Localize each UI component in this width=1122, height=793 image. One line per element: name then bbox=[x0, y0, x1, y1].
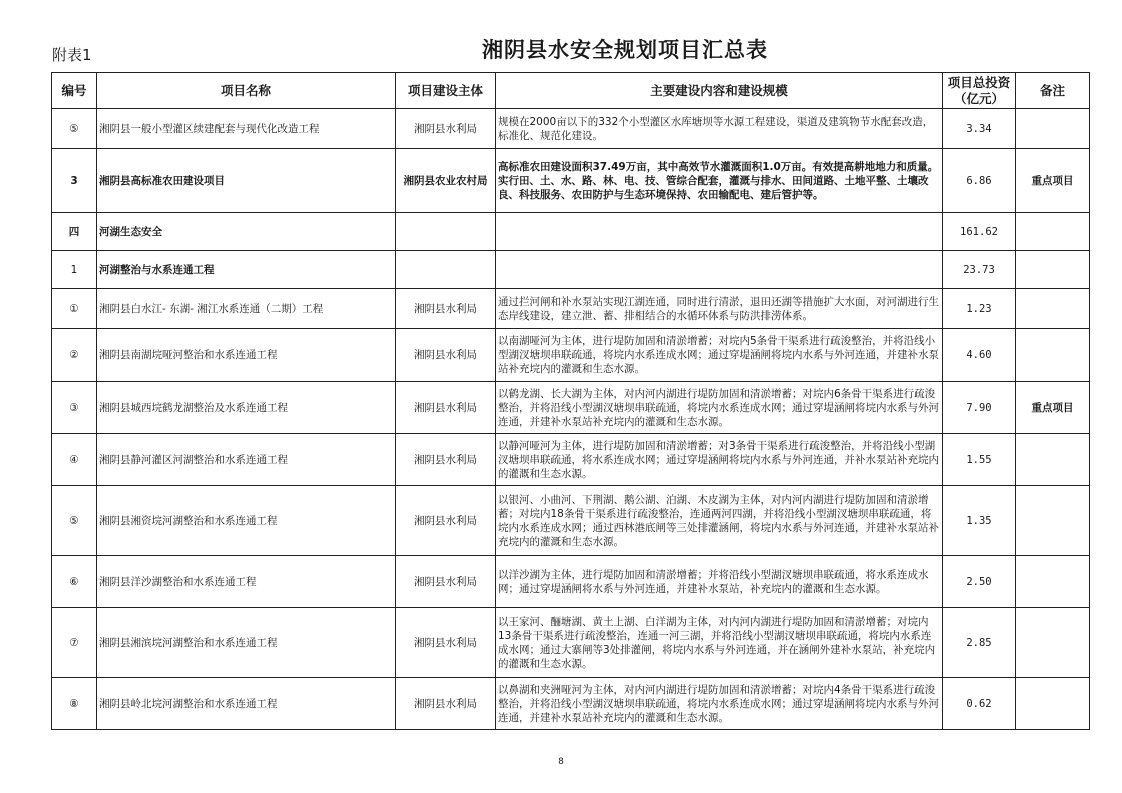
table-row bbox=[52, 289, 1090, 329]
table-row bbox=[52, 486, 1090, 556]
cell-content: 以银河、小曲河、下荆湖、鹅公湖、泊湖、木皮湖为主体，对内河内湖进行堤防加固和清淤增蓄；对垸内18条骨干渠系进行疏浚整治，连通两河四湖，并将沿线小型湖汊塘坝串联疏通，将垸内水系连成水网；通过西林港底闸等三处排灌涵闸，将垸内水系与外河连通，并建补水泵站补充垸内的灌溉和生态水源。 bbox=[496, 486, 943, 556]
cell-note bbox=[1016, 678, 1090, 730]
cell-investment: 1.35 bbox=[943, 486, 1016, 556]
cell-no: ⑥ bbox=[52, 556, 97, 608]
table-row bbox=[52, 434, 1090, 486]
cell-note bbox=[1016, 608, 1090, 678]
cell-no: ⑤ bbox=[52, 486, 97, 556]
col-header-org: 项目建设主体 bbox=[396, 73, 496, 109]
cell-note bbox=[1016, 251, 1090, 289]
col-header-name: 项目名称 bbox=[97, 73, 396, 109]
cell-org: 湘阴县水利局 bbox=[396, 289, 496, 329]
cell-name: 湘阴县洋沙湖整治和水系连通工程 bbox=[97, 556, 396, 608]
cell-name: 湘阴县一般小型灌区续建配套与现代化改造工程 bbox=[97, 109, 396, 149]
cell-name: 湘阴县高标准农田建设项目 bbox=[97, 149, 396, 213]
cell-content bbox=[496, 213, 943, 251]
cell-no: ⑤ bbox=[52, 109, 97, 149]
cell-no: ⑦ bbox=[52, 608, 97, 678]
cell-no: ① bbox=[52, 289, 97, 329]
cell-content: 以鹤龙湖、长大湖为主体，对内河内湖进行堤防加固和清淤增蓄；对垸内6条骨干渠系进行疏浚整治，并将沿线小型湖汊塘坝串联疏通，将垸内水系连成水网；通过穿堤涵闸将垸内水系与外河连通，并建补水泵站补充垸内的灌溉和生态水源。 bbox=[496, 382, 943, 434]
cell-content: 通过拦河闸和补水泵站实现江湖连通，同时进行清淤，退田还湖等措施扩大水面，对河湖进行生态岸线建设，建立泄、蓄、排相结合的水循环体系与防洪排涝体系。 bbox=[496, 289, 943, 329]
cell-name: 湘阴县南湖垸哑河整治和水系连通工程 bbox=[97, 329, 396, 382]
cell-investment: 161.62 bbox=[943, 213, 1016, 251]
table-row bbox=[52, 556, 1090, 608]
cell-note bbox=[1016, 434, 1090, 486]
table-row bbox=[52, 251, 1090, 289]
col-header-content: 主要建设内容和建设规模 bbox=[496, 73, 943, 109]
cell-org: 湘阴县水利局 bbox=[396, 556, 496, 608]
attachment-label: 附表1 bbox=[52, 46, 92, 64]
cell-name: 河湖整治与水系连通工程 bbox=[97, 251, 396, 289]
table-row bbox=[52, 382, 1090, 434]
cell-name: 河湖生态安全 bbox=[97, 213, 396, 251]
page-number: 8 bbox=[558, 757, 564, 767]
cell-note: 重点项目 bbox=[1016, 382, 1090, 434]
cell-org: 湘阴县水利局 bbox=[396, 382, 496, 434]
page-title: 湘阴县水安全规划项目汇总表 bbox=[482, 38, 768, 62]
cell-no: 3 bbox=[52, 149, 97, 213]
cell-content: 高标准农田建设面积37.49万亩，其中高效节水灌溉面积1.0万亩。有效提高耕地地力和质量。实行田、土、水、路、林、电、技、管综合配套，灌溉与排水、田间道路、土地平整、土壤改良、科技服务、农田防护与生态环境保持、农田输配电、建后管护等。 bbox=[496, 149, 943, 213]
cell-investment: 2.50 bbox=[943, 556, 1016, 608]
cell-content: 以静河哑河为主体，进行堤防加固和清淤增蓄；对3条骨干渠系进行疏浚整治，并将沿线小型湖汊塘坝串联疏通，将水系连成水网；通过穿堤涵闸将垸内水系与外河连通，并补水泵站补充垸内的灌溉和生态水源。 bbox=[496, 434, 943, 486]
cell-org bbox=[396, 213, 496, 251]
cell-org: 湘阴县农业农村局 bbox=[396, 149, 496, 213]
cell-note: 重点项目 bbox=[1016, 149, 1090, 213]
cell-org: 湘阴县水利局 bbox=[396, 678, 496, 730]
cell-name: 湘阴县湘资垸河湖整治和水系连通工程 bbox=[97, 486, 396, 556]
cell-content: 规模在2000亩以下的332个小型灌区水库塘坝等水源工程建设，渠道及建筑物节水配套改造，标准化、规范化建设。 bbox=[496, 109, 943, 149]
cell-no: ⑧ bbox=[52, 678, 97, 730]
cell-note bbox=[1016, 289, 1090, 329]
cell-note bbox=[1016, 486, 1090, 556]
cell-no: ③ bbox=[52, 382, 97, 434]
cell-name: 湘阴县湘滨垸河湖整治和水系连通工程 bbox=[97, 608, 396, 678]
cell-name: 湘阴县白水江- 东湖- 湘江水系连通（二期）工程 bbox=[97, 289, 396, 329]
cell-investment: 23.73 bbox=[943, 251, 1016, 289]
cell-content: 以洋沙湖为主体，进行堤防加固和清淤增蓄；并将沿线小型湖汊塘坝串联疏通，将水系连成水网；通过穿堤涵闸将水系与外河连通，并建补水泵站，补充垸内的灌溉和生态水源。 bbox=[496, 556, 943, 608]
cell-content bbox=[496, 251, 943, 289]
cell-note bbox=[1016, 329, 1090, 382]
cell-investment: 0.62 bbox=[943, 678, 1016, 730]
cell-name: 湘阴县静河灌区河湖整治和水系连通工程 bbox=[97, 434, 396, 486]
cell-content: 以鼻湖和夹洲哑河为主体，对内河内湖进行堤防加固和清淤增蓄；对垸内4条骨干渠系进行疏浚整治，并将沿线小型湖汊塘坝串联疏通，将垸内水系连成水网；通过穿堤涵闸将垸内水系与外河连通，并建补水泵站补充垸内的灌溉和生态水源。 bbox=[496, 678, 943, 730]
cell-content: 以王家河、酾塘湖、黄土上湖、白洋湖为主体，对内河内湖进行堤防加固和清淤增蓄；对垸内13条骨干渠系进行疏浚整治，连通一河三湖，并将沿线小型湖汊塘坝串联疏通，将垸内水系连成水网；通过大寨闸等3处排灌闸，将垸内水系与外河连通，并在涵闸外建补水泵站，补充垸内的灌溉和生态水源。 bbox=[496, 608, 943, 678]
cell-investment: 2.85 bbox=[943, 608, 1016, 678]
cell-note bbox=[1016, 109, 1090, 149]
cell-name: 湘阴县岭北垸河湖整治和水系连通工程 bbox=[97, 678, 396, 730]
table-row bbox=[52, 149, 1090, 213]
cell-investment: 1.55 bbox=[943, 434, 1016, 486]
cell-note bbox=[1016, 213, 1090, 251]
cell-no: 四 bbox=[52, 213, 97, 251]
cell-investment: 3.34 bbox=[943, 109, 1016, 149]
cell-name: 湘阴县城西垸鹤龙湖整治及水系连通工程 bbox=[97, 382, 396, 434]
project-summary-table bbox=[51, 72, 1090, 730]
col-header-investment: 项目总投资（亿元） bbox=[943, 73, 1016, 109]
cell-investment: 6.86 bbox=[943, 149, 1016, 213]
table-row bbox=[52, 213, 1090, 251]
cell-org: 湘阴县水利局 bbox=[396, 434, 496, 486]
cell-investment: 7.90 bbox=[943, 382, 1016, 434]
cell-no: ② bbox=[52, 329, 97, 382]
cell-no: 1 bbox=[52, 251, 97, 289]
col-header-no: 编号 bbox=[52, 73, 97, 109]
cell-note bbox=[1016, 556, 1090, 608]
table-row bbox=[52, 109, 1090, 149]
cell-no: ④ bbox=[52, 434, 97, 486]
col-header-note: 备注 bbox=[1016, 73, 1090, 109]
table-row bbox=[52, 329, 1090, 382]
cell-org: 湘阴县水利局 bbox=[396, 486, 496, 556]
cell-investment: 4.60 bbox=[943, 329, 1016, 382]
table-row bbox=[52, 608, 1090, 678]
table-header-row bbox=[52, 73, 1090, 109]
cell-org: 湘阴县水利局 bbox=[396, 608, 496, 678]
cell-org: 湘阴县水利局 bbox=[396, 329, 496, 382]
cell-org: 湘阴县水利局 bbox=[396, 109, 496, 149]
cell-content: 以南湖哑河为主体，进行堤防加固和清淤增蓄；对垸内5条骨干渠系进行疏浚整治，并将沿线小型湖汊塘坝串联疏通，将垸内水系连成水网；通过穿堤涵闸将垸内水系与外河连通，并建补水泵站补充垸内的灌溉和生态水源。 bbox=[496, 329, 943, 382]
table-row bbox=[52, 678, 1090, 730]
cell-investment: 1.23 bbox=[943, 289, 1016, 329]
cell-org bbox=[396, 251, 496, 289]
